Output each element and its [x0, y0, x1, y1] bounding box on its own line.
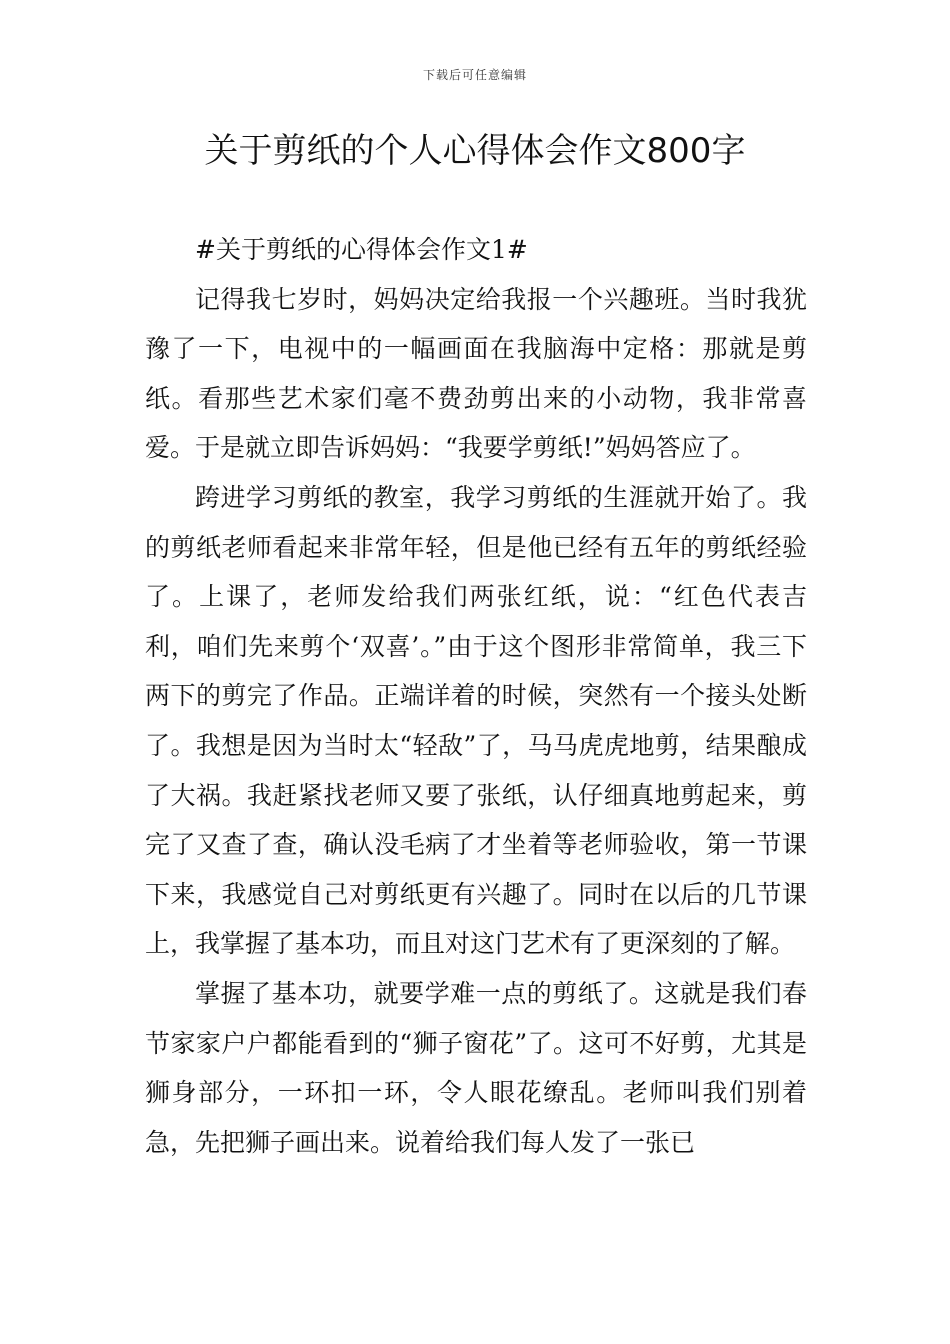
- paragraph-2: 跨进学习剪纸的教室，我学习剪纸的生涯就开始了。我的剪纸老师看起来非常年轻，但是他已经有五年的剪纸经验了。上课了，老师发给我们两张红纸，说：“红色代表吉利，咱们先来剪个‘双喜’。”由于这个图形非常简单，我三下两下的剪完了作品。正端详着的时候，突然有一个接头处断了。我想是因为当时太“轻敌”了，马马虎虎地剪，结果酿成了大祸。我赶紧找老师又要了张纸，认仔细真地剪起来，剪完了又查了查，确认没毛病了才坐着等老师验收，第一节课下来，我感觉自己对剪纸更有兴趣了。同时在以后的几节课上，我掌握了基本功，而且对这门艺术有了更深刻的了解。: [145, 482, 807, 959]
- paragraph-3: 掌握了基本功，就要学难一点的剪纸了。这就是我们春节家家户户都能看到的“狮子窗花”了。这可不好剪，尤其是狮身部分，一环扣一环，令人眼花缭乱。老师叫我们别着急，先把狮子画出来。说着给我们每人发了一张已: [145, 978, 807, 1157]
- document-title: 关于剪纸的个人心得体会作文800字: [204, 131, 746, 171]
- paragraph-1: 记得我七岁时，妈妈决定给我报一个兴趣班。当时我犹豫了一下，电视中的一幅画面在我脑海中定格：那就是剪纸。看那些艺术家们毫不费劲剪出来的小动物，我非常喜爱。于是就立即告诉妈妈：“我要学剪纸!”妈妈答应了。: [145, 284, 807, 463]
- document-body: [145, 225, 807, 1167]
- header-note: 下载后可任意编辑: [422, 68, 527, 82]
- section-heading: #关于剪纸的心得体会作文1#: [195, 235, 528, 264]
